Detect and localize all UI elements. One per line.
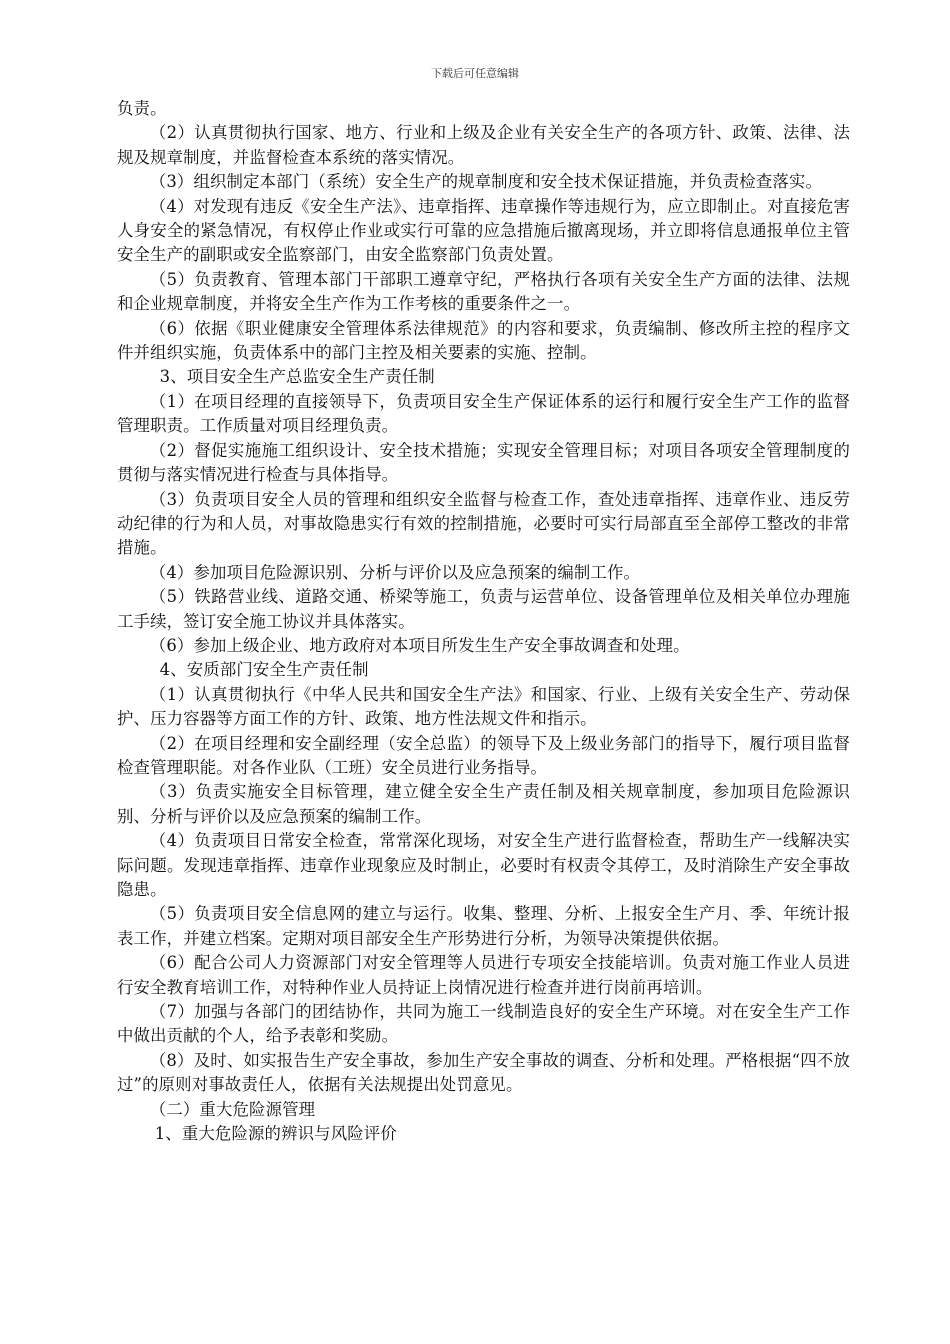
paragraph-item: （4）对发现有违反《安全生产法》、违章指挥、违章操作等违规行为，应立即制止。对直接危害人身安全的紧急情况，有权停止作业或实行可靠的应急措施后撤离现场，并立即将信息通报单位主管安全生产的副职或安全监察部门，由安全监察部门负责处置。 — [117, 196, 850, 265]
paragraph-item: （7）加强与各部门的团结协作，共同为施工一线制造良好的安全生产环境。对在安全生产工作中做出贡献的个人，给予表彰和奖励。 — [117, 1002, 850, 1046]
paragraph-item: （1）在项目经理的直接领导下，负责项目安全生产保证体系的运行和履行安全生产工作的监督管理职责。工作质量对项目经理负责。 — [117, 391, 850, 436]
paragraph-item: （1）认真贯彻执行《中华人民共和国安全生产法》和国家、行业、上级有关安全生产、劳动保护、压力容器等方面工作的方针、政策、地方性法规文件和指示。 — [117, 684, 850, 729]
section-heading: 4、安质部门安全生产责任制 — [159, 660, 369, 680]
section-heading: 3、项目安全生产总监安全生产责任制 — [159, 367, 435, 387]
paragraph-item: （4）参加项目危险源识别、分析与评价以及应急预案的编制工作。 — [149, 562, 641, 582]
paragraph-item: （5）负责教育、管理本部门干部职工遵章守纪，严格执行各项有关安全生产方面的法律、法规和企业规章制度，并将安全生产作为工作考核的重要条件之一。 — [117, 269, 850, 314]
paragraph-continuation: 负责。 — [117, 99, 167, 118]
paragraph-item: （3）组织制定本部门（系统）安全生产的规章制度和安全技术保证措施，并负责检查落实。 — [149, 172, 822, 192]
paragraph-item: （3）负责项目安全人员的管理和组织安全监督与检查工作，查处违章指挥、违章作业、违反劳动纪律的行为和人员，对事故隐患实行有效的控制措施，必要时可实行局部直至全部停工整改的非常措施。 — [117, 489, 850, 558]
section-heading: （二）重大危险源管理 — [149, 1099, 316, 1119]
paragraph-item: （2）在项目经理和安全副经理（安全总监）的领导下及上级业务部门的指导下，履行项目监督检查管理职能。对各作业队（工班）安全员进行业务指导。 — [117, 733, 850, 777]
document-body — [117, 97, 850, 1146]
paragraph-item: （6）依据《职业健康安全管理体系法律规范》的内容和要求，负责编制、修改所主控的程序文件并组织实施，负责体系中的部门主控及相关要素的实施、控制。 — [117, 318, 850, 363]
subsection-heading: 1、重大危险源的辨识与风险评价 — [154, 1124, 397, 1144]
paragraph-item: （6）参加上级企业、地方政府对本项目所发生生产安全事故调查和处理。 — [149, 635, 690, 655]
paragraph-item: （5）铁路营业线、道路交通、桥梁等施工，负责与运营单位、设备管理单位及相关单位办理施工手续，签订安全施工协议并具体落实。 — [117, 587, 850, 631]
paragraph-item: （8）及时、如实报告生产安全事故，参加生产安全事故的调查、分析和处理。严格根据“四不放过”的原则对事故责任人，依据有关法规提出处罚意见。 — [117, 1050, 850, 1095]
paragraph-item: （6）配合公司人力资源部门对安全管理等人员进行专项安全技能培训。负责对施工作业人员进行安全教育培训工作，对特种作业人员持证上岗情况进行检查并进行岗前再培训。 — [117, 953, 850, 997]
paragraph-item: （3）负责实施安全目标管理，建立健全安全生产责任制及相关规章制度，参加项目危险源识别、分析与评价以及应急预案的编制工作。 — [117, 782, 850, 826]
paragraph-item: （4）负责项目日常安全检查，常常深化现场，对安全生产进行监督检查，帮助生产一线解决实际问题。发现违章指挥、违章作业现象应及时制止，必要时有权责令其停工，及时消除生产安全事故隐患。 — [117, 831, 850, 899]
page-header: 下载后可任意编辑 — [431, 67, 519, 80]
paragraph-item: （2）认真贯彻执行国家、地方、行业和上级及企业有关安全生产的各项方针、政策、法律、法规及规章制度，并监督检查本系统的落实情况。 — [117, 123, 850, 167]
paragraph-item: （2）督促实施施工组织设计、安全技术措施；实现安全管理目标；对项目各项安全管理制度的贯彻与落实情况进行检查与具体指导。 — [117, 440, 850, 485]
paragraph-item: （5）负责项目安全信息网的建立与运行。收集、整理、分析、上报安全生产月、季、年统计报表工作，并建立档案。定期对项目部安全生产形势进行分析，为领导决策提供依据。 — [117, 904, 850, 948]
